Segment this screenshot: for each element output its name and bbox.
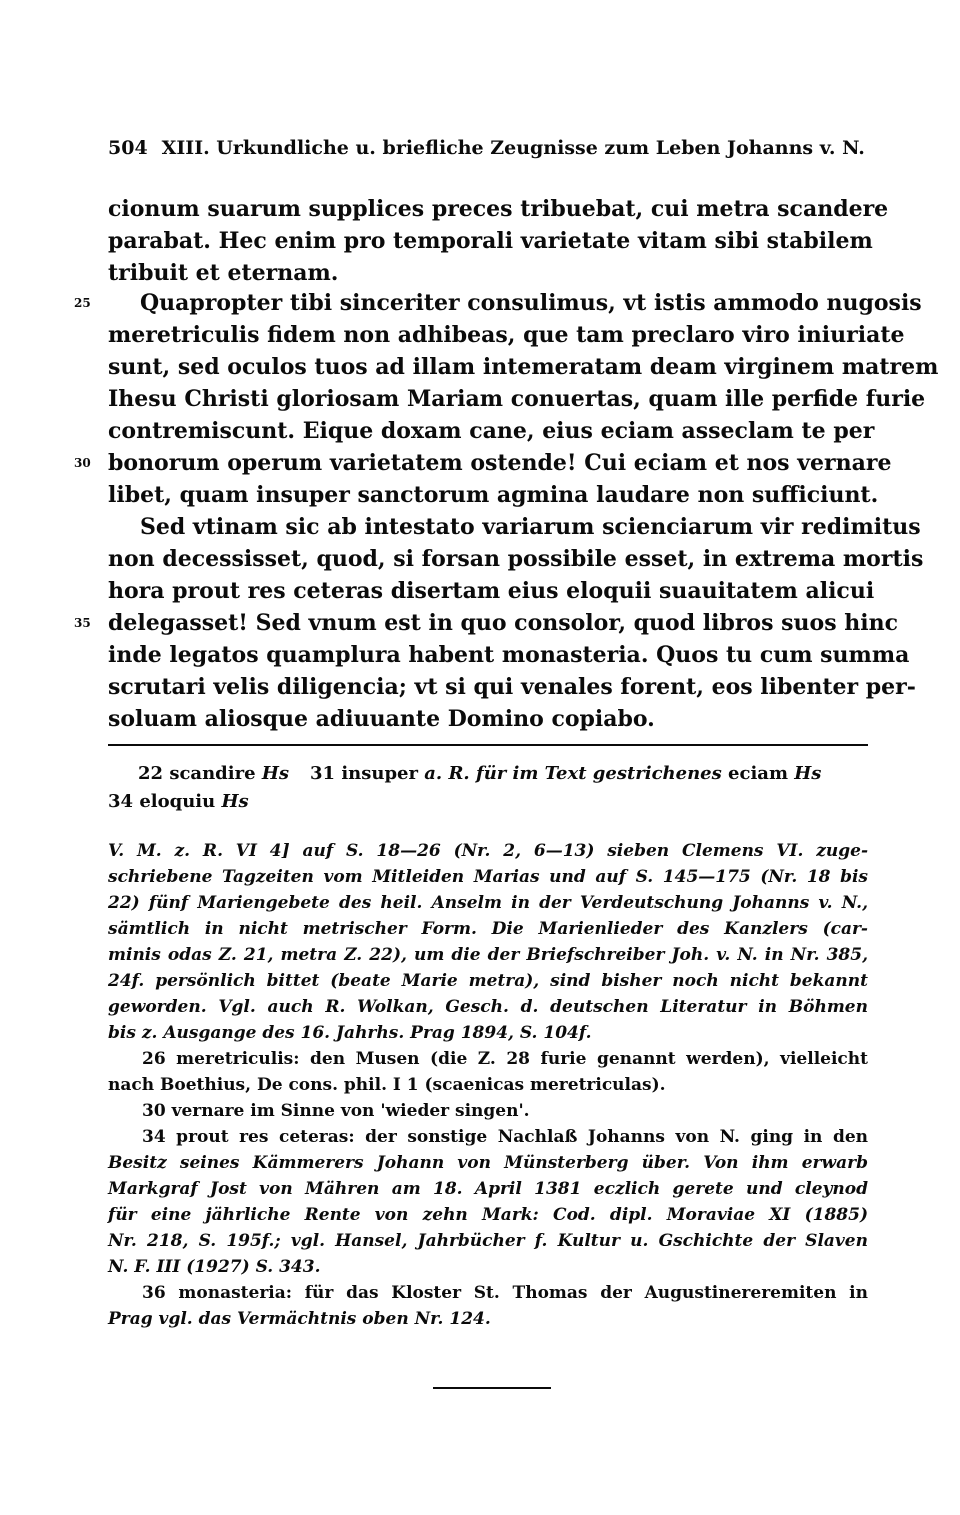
page-number: 504 [108, 137, 148, 159]
text-line: Ihesu Christi gloriosam Mariam conuertas, quam ille perfide furie [108, 386, 926, 412]
apparatus-lemma: 31 insuper [310, 763, 418, 784]
commentary-line: 24f. persönlich bittet (beate Marie metra), sind bisher noch nicht bekannt [108, 971, 868, 991]
text-line: Quapropter tibi sinceriter consulimus, vt istis ammodo nugosis [140, 290, 922, 316]
apparatus-siglum: Hs [221, 791, 249, 812]
commentary-line: Prag vgl. das Vermächtnis oben Nr. 124. [108, 1309, 491, 1329]
text-line: sunt, sed oculos tuos ad illam intemeratam deam virginem matrem [108, 354, 939, 380]
commentary-line: nach Boethius, De cons. phil. I 1 (scaenicas meretriculas). [108, 1075, 666, 1095]
commentary-line: für eine jährliche Rente von zehn Mark: Cod. dipl. Moraviae XI (1885) [108, 1205, 868, 1225]
end-rule [433, 1387, 551, 1389]
text-line: Sed vtinam sic ab intestato variarum scienciarum vir redimitus [140, 514, 921, 540]
text-line: hora prout res ceteras disertam eius eloquii suauitatem alicui [108, 578, 875, 604]
running-header [108, 137, 868, 159]
text-line: meretriculis fidem non adhibeas, que tam preclaro viro iniuriate [108, 322, 905, 348]
text-line: tribuit et eternam. [108, 260, 339, 286]
apparatus-siglum: Hs [261, 763, 289, 784]
commentary-line: minis odas Z. 21, metra Z. 22), um die der Briefschreiber Joh. v. N. in Nr. 385, [108, 945, 868, 965]
apparatus-lemma: 22 scandire [138, 763, 256, 784]
text-line: delegasset! Sed vnum est in quo consolor, quod libros suos hinc [108, 610, 898, 636]
apparatus-lemma: 34 eloquiu [108, 791, 216, 812]
apparatus-word: eciam [728, 763, 789, 784]
commentary-line: Markgraf Jost von Mähren am 18. April 1381 eczlich gerete und cleynod [108, 1179, 868, 1199]
text-line: scrutari velis diligencia; vt si qui venales forent, eos libenter per- [108, 674, 916, 700]
separator-rule [108, 744, 868, 746]
text-line: soluam aliosque adiuuante Domino copiabo. [108, 706, 655, 732]
commentary-line: schriebene Tagzeiten vom Mitleiden Marias und auf S. 145—175 (Nr. 18 bis [108, 867, 868, 887]
commentary-line: 30 vernare im Sinne von 'wieder singen'. [142, 1101, 530, 1121]
text-line: contremiscunt. Eique doxam cane, eius eciam asseclam te per [108, 418, 875, 444]
commentary-line: 26 meretriculis: den Musen (die Z. 28 furie genannt werden), vielleicht [142, 1049, 868, 1069]
commentary-line: N. F. III (1927) S. 343. [108, 1257, 321, 1277]
commentary-line: 34 prout res ceteras: der sonstige Nachlaß Johanns von N. ging in den [142, 1127, 868, 1147]
apparatus-entry [310, 760, 821, 788]
apparatus-note: a. R. für im Text gestrichenes [424, 763, 722, 784]
commentary-line: geworden. Vgl. auch R. Wolkan, Gesch. d. deutschen Literatur in Böhmen [108, 997, 868, 1017]
apparatus-siglum: Hs [794, 763, 822, 784]
commentary-line: 22) fünf Mariengebete des heil. Anselm in der Verdeutschung Johanns v. N., [108, 893, 868, 913]
commentary-line: V. M. z. R. VI 4] auf S. 18—26 (Nr. 2, 6—13) sieben Clemens VI. zuge- [108, 841, 868, 861]
commentary-line: sämtlich in nicht metrischer Form. Die Marienlieder des Kanzlers (car- [108, 919, 868, 939]
running-title: XIII. Urkundliche u. briefliche Zeugnisse zum Leben Johanns v. N. [161, 137, 865, 159]
text-line: parabat. Hec enim pro temporali varietate vitam sibi stabilem [108, 228, 873, 254]
text-line: bonorum operum varietatem ostende! Cui eciam et nos vernare [108, 450, 892, 476]
apparatus-entry [138, 760, 289, 788]
commentary-line: Nr. 218, S. 195f.; vgl. Hansel, Jahrbücher f. Kultur u. Gschichte der Slaven [108, 1231, 868, 1251]
text-line: cionum suarum supplices preces tribuebat, cui metra scandere [108, 196, 889, 222]
text-line: libet, quam insuper sanctorum agmina laudare non sufficiunt. [108, 482, 879, 508]
commentary-line: 36 monasteria: für das Kloster St. Thomas der Augustinereremiten in [142, 1283, 868, 1303]
text-line: non decessisset, quod, si forsan possibile esset, in extrema mortis [108, 546, 924, 572]
line-number: 35 [74, 616, 91, 630]
line-number: 30 [74, 456, 91, 470]
commentary-line: Besitz seines Kämmerers Johann von Münsterberg über. Von ihm erwarb [108, 1153, 868, 1173]
line-number: 25 [74, 296, 91, 310]
apparatus-entry [108, 788, 249, 816]
text-line: inde legatos quamplura habent monasteria. Quos tu cum summa [108, 642, 910, 668]
commentary-line: bis z. Ausgange des 16. Jahrhs. Prag 1894, S. 104f. [108, 1023, 592, 1043]
